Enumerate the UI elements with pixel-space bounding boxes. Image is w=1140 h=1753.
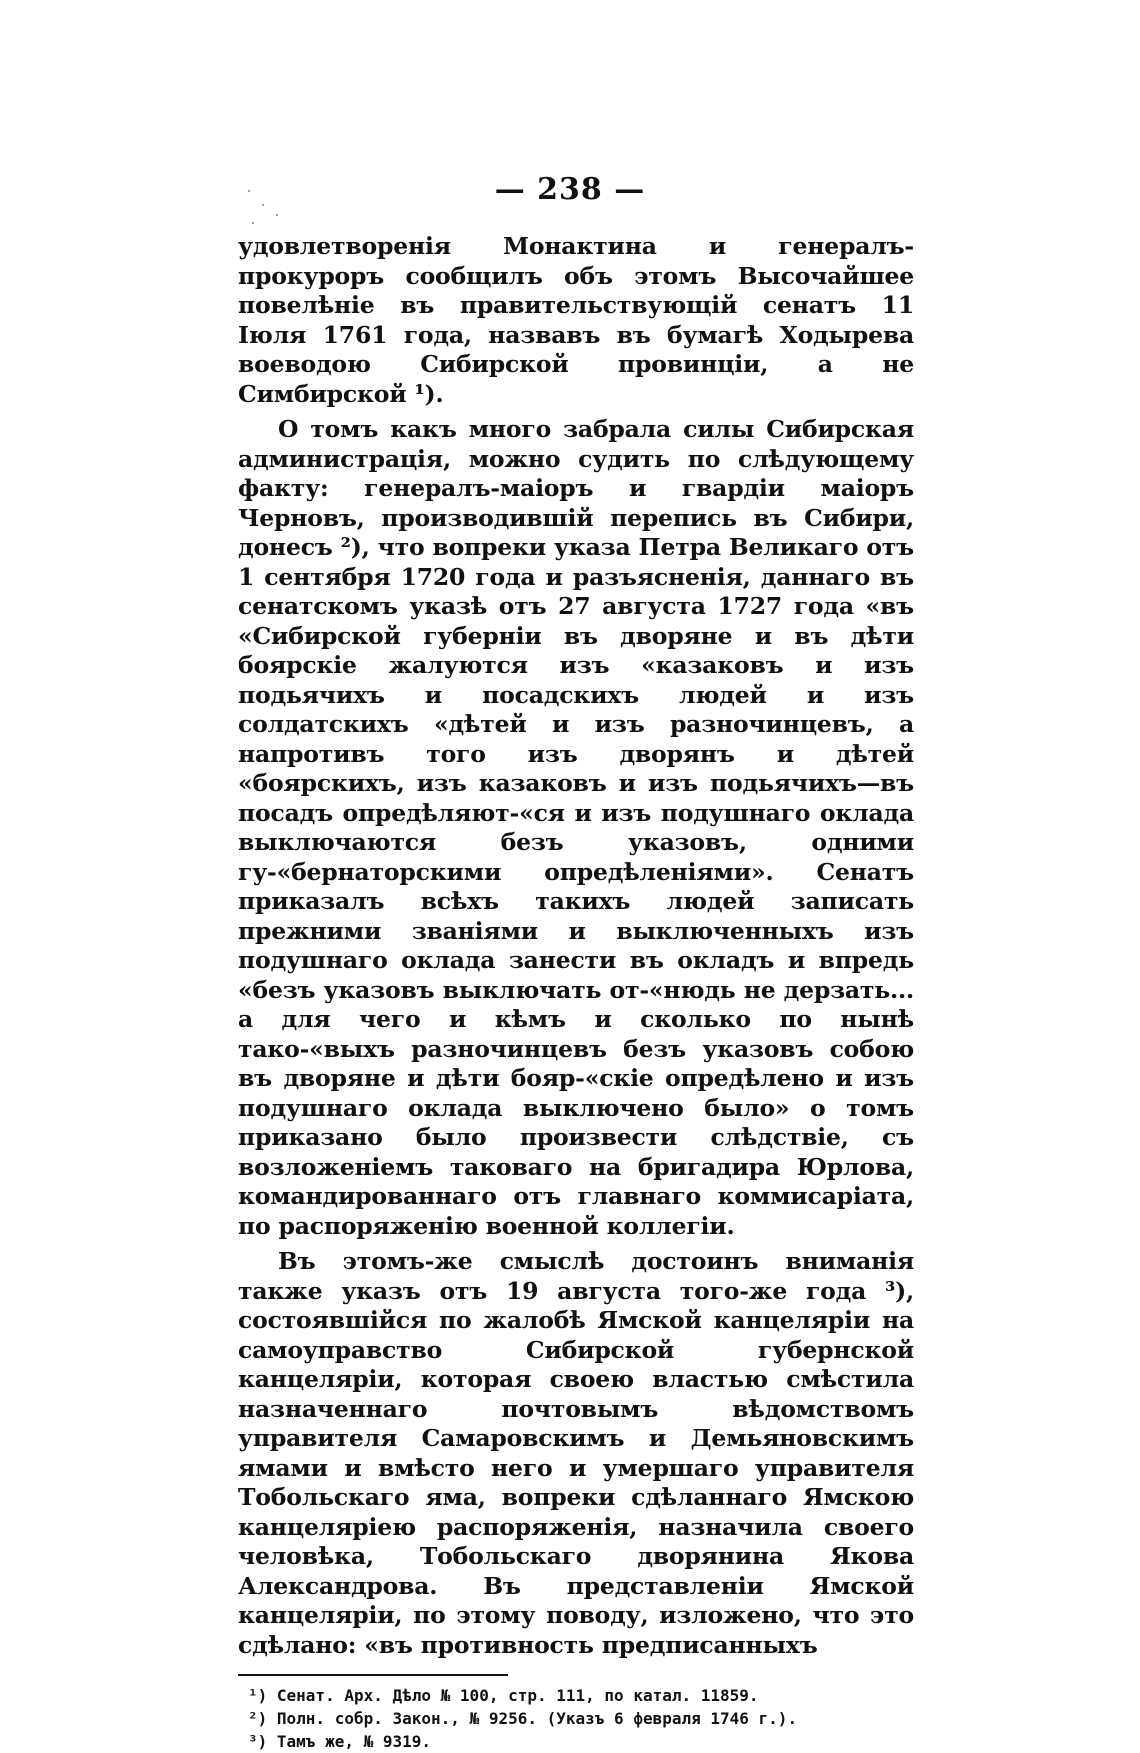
scan-speck [252, 222, 254, 224]
footnote-divider [238, 1674, 508, 1676]
body-text [238, 232, 914, 1753]
scan-speck [262, 204, 264, 206]
paragraph-1: удовлетворенія Монактина и генералъ-прокуроръ сообщилъ объ этомъ Высочайшее повелѣніе въ правительствующій сенатъ 11 Іюля 1761 года, назвавъ въ бумагѣ Ходырева воеводою Сибирской провинціи, а не Симбирской ¹). [238, 232, 914, 408]
footnotes [238, 1684, 914, 1753]
scan-speck [276, 214, 278, 216]
scan-speck [248, 190, 250, 192]
paragraph-2: О томъ какъ много забрала силы Сибирская администрація, можно судить по слѣдующему факту: генералъ-маіоръ и гвардіи маіоръ Черновъ, производившій перепись въ Сибири, донесъ ²), что вопреки указа Петра Великаго отъ 1 сентября 1720 года и разъясненія, даннаго въ сенатскомъ указѣ отъ 27 августа 1727 года «въ «Сибирской губерніи въ дворяне и въ дѣти боярскіе жалуются изъ «казаковъ и изъ подьячихъ и посадскихъ людей и изъ солдатскихъ «дѣтей и изъ разночинцевъ, а напротивъ того изъ дворянъ и дѣтей «боярскихъ, изъ казаковъ и изъ подьячихъ—въ посадъ опредѣляют-«ся и изъ подушнаго оклада выключаются безъ указовъ, одними гу-«бернаторскими опредѣленіями». Сенатъ приказалъ всѣхъ такихъ людей записать прежними званіями и выключенныхъ изъ подушнаго оклада занести въ окладъ и впредь «безъ указовъ выключать от-«нюдь не дерзать... а для чего и кѣмъ и сколько по нынѣ тако-«выхъ разночинцевъ безъ указовъ собою въ дворяне и дѣти бояр-«скіе опредѣлено и изъ подушнаго оклада выключено было» о томъ приказано было произвести слѣдствіе, съ возложеніемъ таковаго на бригадира Юрлова, командированнаго отъ главнаго коммисаріата, по распоряженію военной коллегіи. [238, 415, 914, 1240]
footnote-2: ²) Полн. собр. Закон., № 9256. (Указъ 6 февраля 1746 г.). [248, 1709, 798, 1728]
page-number: — 238 — [494, 172, 646, 207]
footnote-1: ¹) Сенат. Арх. Дѣло № 100, стр. 111, по катал. 11859. [248, 1686, 759, 1705]
footnote-3: ³) Тамъ же, № 9319. [248, 1732, 432, 1751]
paragraph-3: Въ этомъ-же смыслѣ достоинъ вниманія также указъ отъ 19 августа того-же года ³), состоявшійся по жалобѣ Ямской канцеляріи на самоуправство Сибирской губернской канцеляріи, которая своею властью смѣстила назначеннаго почтовымъ вѣдомствомъ управителя Самаровскимъ и Демьяновскимъ ямами и вмѣсто него и умершаго управителя Тобольскаго яма, вопреки сдѣланнаго Ямскою канцеляріею распоряженія, назначила своего человѣка, Тобольскаго дворянина Якова Александрова. Въ представленіи Ямской канцеляріи, по этому поводу, изложено, что это сдѣлано: «въ противность предписанныхъ [238, 1247, 914, 1659]
